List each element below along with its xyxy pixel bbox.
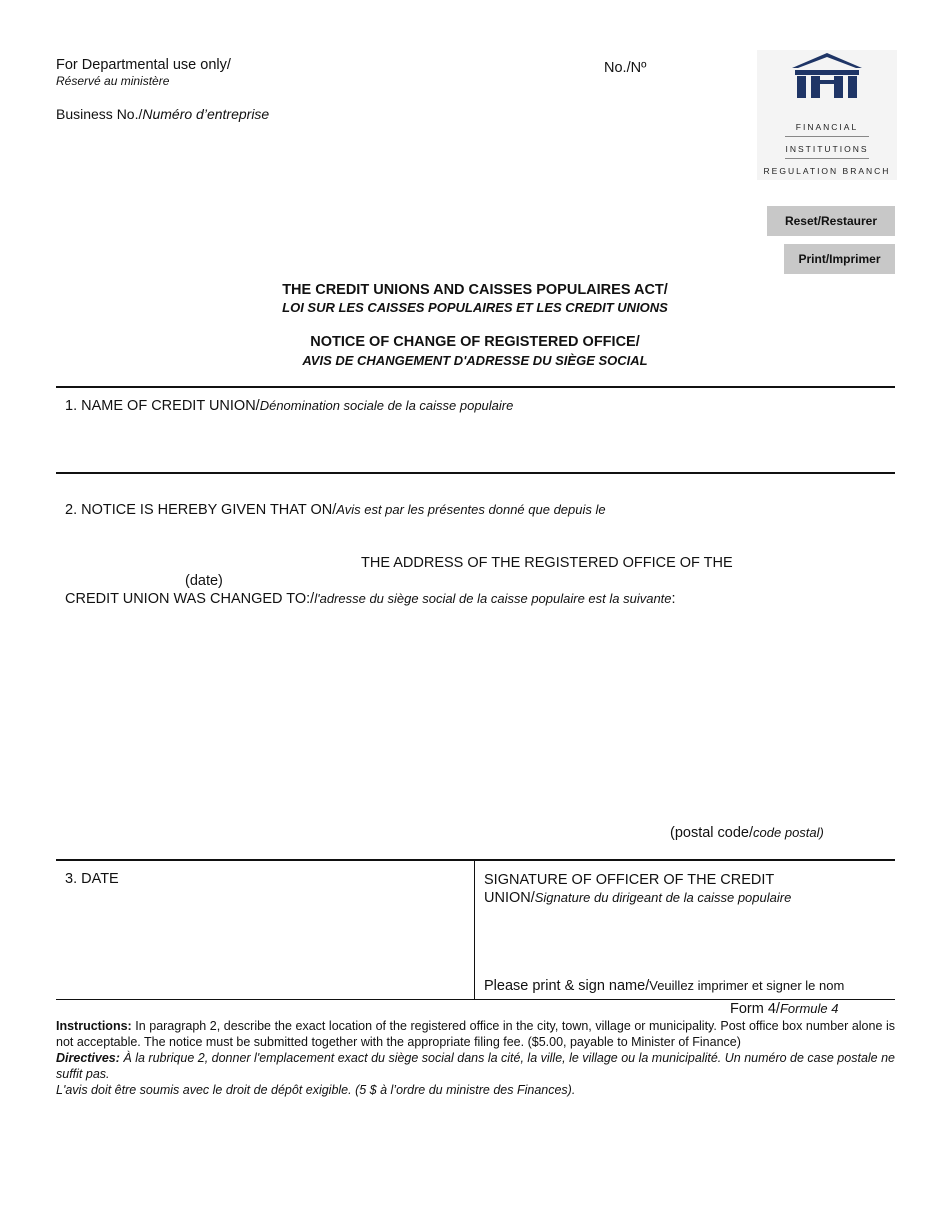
directives-text: À la rubrique 2, donner l'emplacement exact du siège social dans la cité, la ville, le village ou la municipalité. Un numéro de case postale ne suffit pas. [56,1051,895,1081]
fi-regulation-branch-logo [757,50,897,180]
print-sign-fr: Veuillez imprimer et signer le nom [649,978,845,993]
credit-union-name-field[interactable] [56,416,895,470]
signature-label-en-2: UNION/ [484,890,535,906]
address-statement: THE ADDRESS OF THE REGISTERED OFFICE OF THE [361,555,733,571]
directives-fr [56,1050,895,1082]
instructions-text: In paragraph 2, describe the exact location of the registered office in the city, town, village or municipality. Post office box number alone is not acceptable. The notice must be submitted together with the appropriate filing fee. ($5.00, payable to Minister of Finance) [56,1019,895,1049]
print-sign-label [484,978,844,994]
departmental-use-label [56,57,231,89]
change-date-field[interactable] [65,530,355,574]
business-number-label [56,106,269,122]
instructions-en [56,1018,895,1050]
business-number-en: Business No./ [56,106,143,122]
section-divider [56,859,895,861]
act-title-fr: LOI SUR LES CAISSES POPULAIRES ET LES CREDIT UNIONS [282,300,668,315]
notice-title-fr: AVIS DE CHANGEMENT D'ADRESSE DU SIÈGE SOCIAL [302,353,648,368]
logo-line-institutions: INSTITUTIONS [785,144,869,154]
section-1-label-fr: Dénomination sociale de la caisse populaire [259,398,514,413]
instructions-block [56,1018,895,1098]
form-number-label [730,1001,838,1017]
postal-code-en: (postal code/ [670,825,754,841]
print-button[interactable]: Print/Imprimer [784,244,895,274]
section-2-label [65,502,606,518]
new-address-field[interactable] [65,612,895,818]
section-2-label-en: 2. NOTICE IS HEREBY GIVEN THAT ON/ [65,502,337,518]
section-1-label-en: 1. NAME OF CREDIT UNION/ [65,398,260,414]
changed-to-en: CREDIT UNION WAS CHANGED TO:/ [65,591,315,607]
postal-code-label [670,825,824,841]
section-2-label-fr: Avis est par les présentes donné que depuis le [336,502,606,517]
postal-code-fr: code postal) [753,825,824,840]
instructions-label: Instructions: [56,1019,132,1033]
signature-date-field[interactable] [58,892,470,996]
section-divider [56,386,895,388]
signature-label-en: SIGNATURE OF OFFICER OF THE CREDIT [484,872,775,888]
changed-to-label [65,591,676,607]
section-3-date-label: 3. DATE [65,871,119,887]
section-divider [56,472,895,474]
directives-fee-text: L'avis doit être soumis avec le droit de dépôt exigible. (5 $ à l’ordre du ministre des Finances). [56,1083,576,1097]
departmental-use-fr: Réservé au ministère [56,74,170,88]
departmental-use-en: For Departmental use only/ [56,57,231,73]
officer-signature-field[interactable] [478,910,893,970]
directives-label: Directives: [56,1051,120,1065]
notice-title-en: NOTICE OF CHANGE OF REGISTERED OFFICE/ [310,334,640,350]
logo-divider [785,158,869,159]
logo-line-regulation-branch: REGULATION BRANCH [763,166,891,176]
section-1-label [65,398,513,414]
changed-to-fr: l'adresse du siège social de la caisse populaire est la suivante [314,591,672,606]
logo-divider [785,136,869,137]
building-icon [757,50,897,110]
date-hint: (date) [185,573,223,589]
form-number-en: Form 4/ [730,1001,780,1017]
signature-label-fr: Signature du dirigeant de la caisse populaire [534,890,792,905]
reset-button[interactable]: Reset/Restaurer [767,206,895,236]
directives-fee [56,1082,895,1098]
signature-label [484,871,884,907]
section-bottom-rule [56,999,895,1000]
act-title-en: THE CREDIT UNIONS AND CAISSES POPULAIRES ACT/ [282,282,668,298]
changed-to-colon: : [671,591,676,607]
print-sign-en: Please print & sign name/ [484,978,650,994]
form-number-field-label: No./Nº [604,60,647,76]
business-number-fr: Numéro d’entreprise [142,106,270,122]
form-number-fr: Formule 4 [779,1001,839,1016]
column-divider [474,860,475,999]
logo-line-financial: FINANCIAL [795,122,859,132]
